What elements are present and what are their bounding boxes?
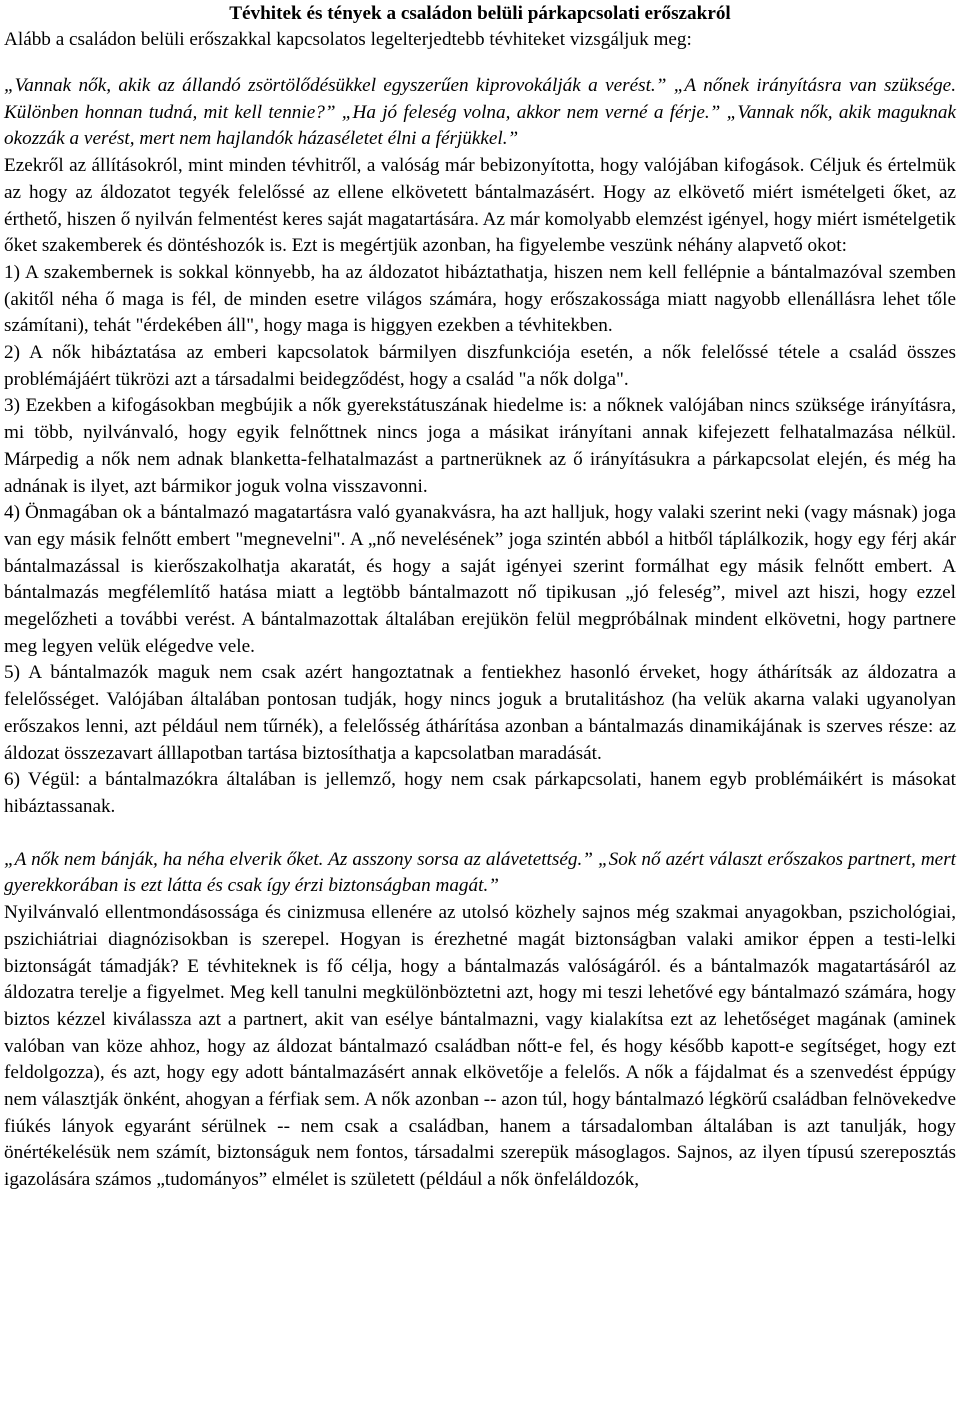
myths-quotes-2: „A nők nem bánják, ha néha elverik őket. Az asszony sorsa az alávetettség.” „Sok nő azért választ erőszakos partnert, mert gyerekkorában is ezt látta és csak így érzi biztonságban magát.”	[4, 848, 956, 897]
final-paragraph: Nyilvánvaló ellentmondásossága és cinizmusa ellenére az utolsó közhely sajnos még szakmai anyagokban, pszichológiai, pszichiátriai diagnózisokban is szerepel. Hogyan is érezhetné magát biztonságban valaki amikor éppen a testi-lelki biztonságát támadják? E tévhiteknek is fő célja, hogy a bántalmazás valóságáról. és a bántalmazók magatartásáról az áldozatra terelje a figyelmet. Meg kell tanulni megkülönböztetni azt, hogy mi teszi lehetővé egy bántalmazó számára, hogy biztos kézzel kiválassza azt a partnert, akit van esélye bántalmazni, vagy kialakítsa ezt az lehetőséget magának (aminek valóban van köze ahhoz, hogy az áldozat bántalmazó családban nőtt-e fel, és hogy később kapott-e segítséget, hogy ezt feldolgozza), és azt, hogy egy adott bántalmazásért annak elkövetője a felelős. A nők a fájdalmat és a szenvedést éppúgy nem választják önként, ahogyan a férfiak sem. A nők azonban -- azon túl, hogy bántalmazó légkörű családban felnövekedve fiúkés lányok egyaránt sérülnek -- nem csak a családban, hanem a társadalomban általában is azt tanulják, hogy önértékelésük nem számít, biztonságuk nem fontos, társadalmi szerepük másoglagos. Sajnos, az ilyen típusú szereposztás igazolására számos „tudományos” elmélet is született (például a nők önfeláldozók,	[4, 902, 956, 1191]
myths-quotes-1: „Vannak nők, akik az állandó zsörtölődésükkel egyszerűen kiprovokálják a verést.” „A nőnek irányításra van szüksége. Különben honnan tudná, mit kell tennie?” „Ha jó feleség volna, akkor nem verné a férje.” „Vannak nők, akik maguknak okozzák a verést, mert nem hajlandók házaséletet élni a férjükkel.”	[4, 75, 956, 150]
reason-3: 3) Ezekben a kifogásokban megbújik a nők gyerekstátuszának hiedelme is: a nőknek valójában nincs szüksége irányításra, mi több, nyilvánvaló, hogy egyik felnőttnek nincs joga a másikat irányítani annak kifejezett felhatalmazása nélkül. Márpedig a nők nem adnak blanketta-felhatalmazást a partnerüknek az ő irányításukra a párkapcsolat elején, és még ha adnának is ilyet, azt bármikor joguk volna visszavonni.	[4, 395, 956, 497]
reason-4: 4) Önmagában ok a bántalmazó magatartásra való gyanakvásra, ha azt halljuk, hogy valaki szerint neki (vagy másnak) joga van egy másik felnőtt embert "megnevelni". A „nő nevelésének” joga szintén abból a hitből táplálkozik, hogy egy férj akár bántalmazással is kierőszakolhatja akaratát, és hogy a saját igényei szerint formálhat egy másik felnőtt embert. A bántalmazás megfélemlítő hatása miatt a legtöbb bántalmazott nő tipikusan „jó feleség”, mivel azt hiszi, hogy ezzel megelőzheti a további verést. A bántalmazottak általában erejükön felül megpróbálnak mindent elkövetni, hogy partnere meg legyen velük elégedve vele.	[4, 502, 956, 657]
claims-paragraph: Ezekről az állításokról, mint minden tévhitről, a valóság már bebizonyította, hogy valójában kifogások. Céljuk és értelmük az hogy az áldozatot tegyék felelőssé az ellene elkövetett bántalmazásért. Hogy az elkövető miért ismételgeti őket, az érthető, hiszen ő nyilván felmentést keres saját magatartására. Az már komolyabb elemzést igényel, hogy miért ismételgetik őket szakemberek és döntéshozók is. Ezt is megértjük azonban, ha figyelembe veszünk néhány alapvető okot:	[4, 155, 956, 257]
document-title: Tévhitek és tények a családon belüli párkapcsolati erőszakról	[229, 3, 731, 24]
intro-text: Alább a családon belüli erőszakkal kapcsolatos legelterjedtebb tévhiteket vizsgáljuk meg:	[4, 29, 692, 50]
reason-5: 5) A bántalmazók maguk nem csak azért hangoztatnak a fentiekhez hasonló érveket, hogy áthárítsák az áldozatra a felelősséget. Valójában általában pontosan tudják, hogy nincs joguk a brutalitáshoz (ha velük akarna valaki ugyanolyan erőszakos lenni, azt például nem tűrnék), a felelősség áthárítása azonban a bántalmazás dinamikájának is szerves része: az áldozat összezavart álllapotban tartása biztosíthatja a kapcsolatban maradását.	[4, 662, 956, 764]
reason-1: 1) A szakembernek is sokkal könnyebb, ha az áldozatot hibáztathatja, hiszen nem kell fellépnie a bántalmazóval szemben (akitől néha ő maga is fél, de minden esetre világos számára, hogy erőszakossága miatt nagyobb ellenállásra lehet tőle számítani), tehát "érdekében áll", hogy maga is higgyen ezekben a tévhitekben.	[4, 261, 956, 337]
reason-6: 6) Végül: a bántalmazókra általában is jellemző, hogy nem csak párkapcsolati, hanem egyb problémáikért is másokat hibáztassanak.	[4, 769, 956, 817]
spacer	[4, 821, 956, 847]
reason-2: 2) A nők hibáztatása az emberi kapcsolatok bármilyen diszfunkciója esetén, a nők felelőssé tétele a család összes problémájáért tükrözi azt a társadalmi beidegződést, hogy a család "a nők dolga".	[4, 342, 956, 390]
